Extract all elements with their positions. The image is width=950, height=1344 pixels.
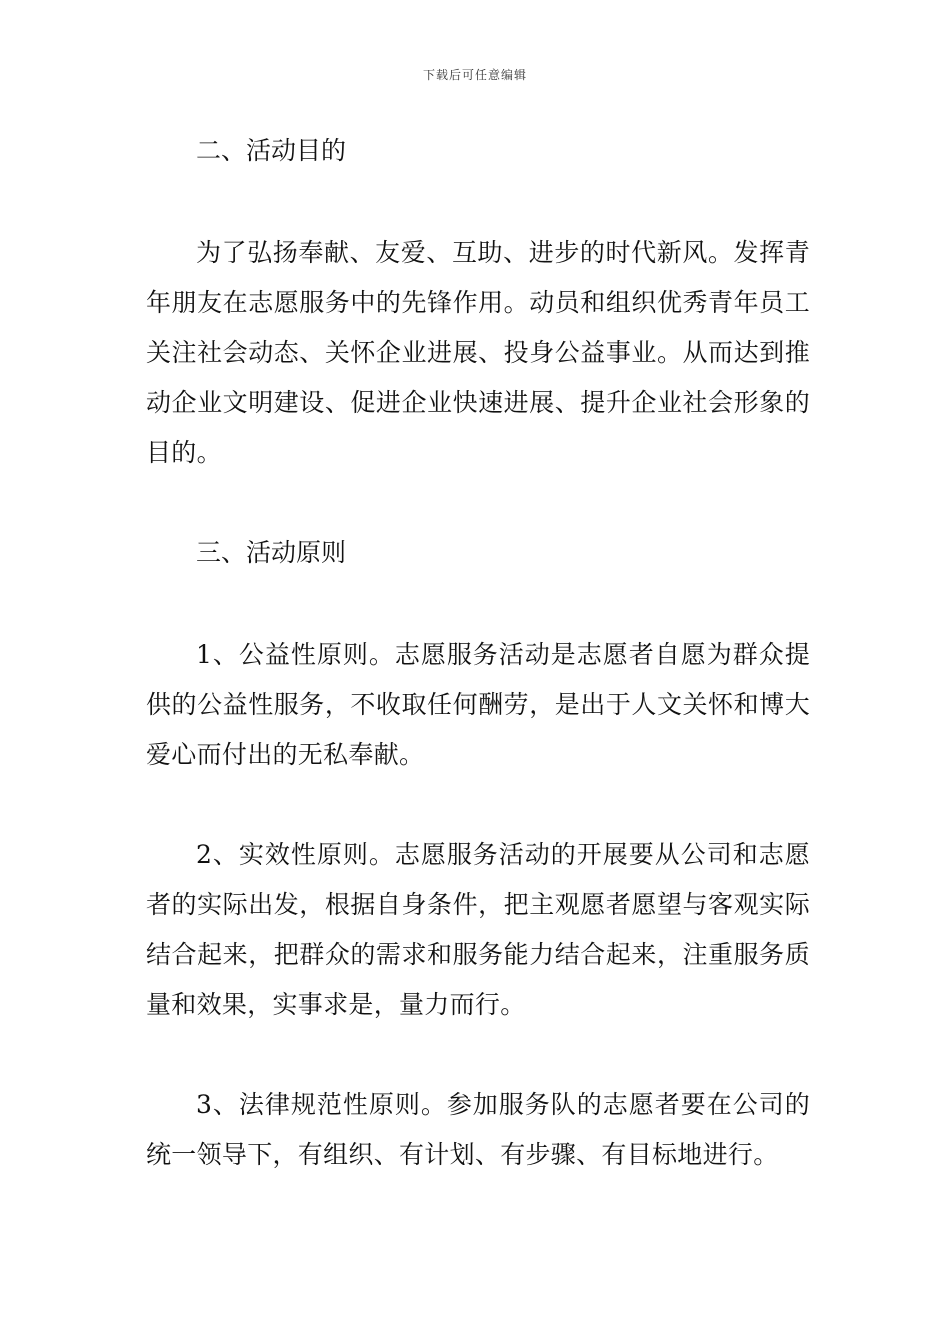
spacer: [146, 780, 810, 830]
document-body: [146, 126, 810, 1180]
principle-item-2: 2、实效性原则。志愿服务活动的开展要从公司和志愿者的实际出发，根据自身条件，把主观愿者愿望与客观实际结合起来，把群众的需求和服务能力结合起来，注重服务质量和效果，实事求是，量力而行。: [146, 840, 810, 1019]
section-heading-principles: 三、活动原则: [196, 538, 347, 567]
header-note: 下载后可任意编辑: [422, 68, 527, 82]
principle-item-1: 1、公益性原则。志愿服务活动是志愿者自愿为群众提供的公益性服务，不收取任何酬劳，是出于人文关怀和博大爱心而付出的无私奉献。: [146, 640, 810, 769]
spacer: [146, 176, 810, 228]
spacer: [146, 578, 810, 630]
spacer: [146, 1030, 810, 1080]
principle-item-3: 3、法律规范性原则。参加服务队的志愿者要在公司的统一领导下，有组织、有计划、有步骤、有目标地进行。: [146, 1090, 810, 1169]
paragraph-purpose: 为了弘扬奉献、友爱、互助、进步的时代新风。发挥青年朋友在志愿服务中的先锋作用。动员和组织优秀青年员工关注社会动态、关怀企业进展、投身公益事业。从而达到推动企业文明建设、促进企业快速进展、提升企业社会形象的目的。: [146, 238, 810, 467]
spacer: [146, 478, 810, 528]
section-heading-purpose: 二、活动目的: [196, 136, 347, 165]
